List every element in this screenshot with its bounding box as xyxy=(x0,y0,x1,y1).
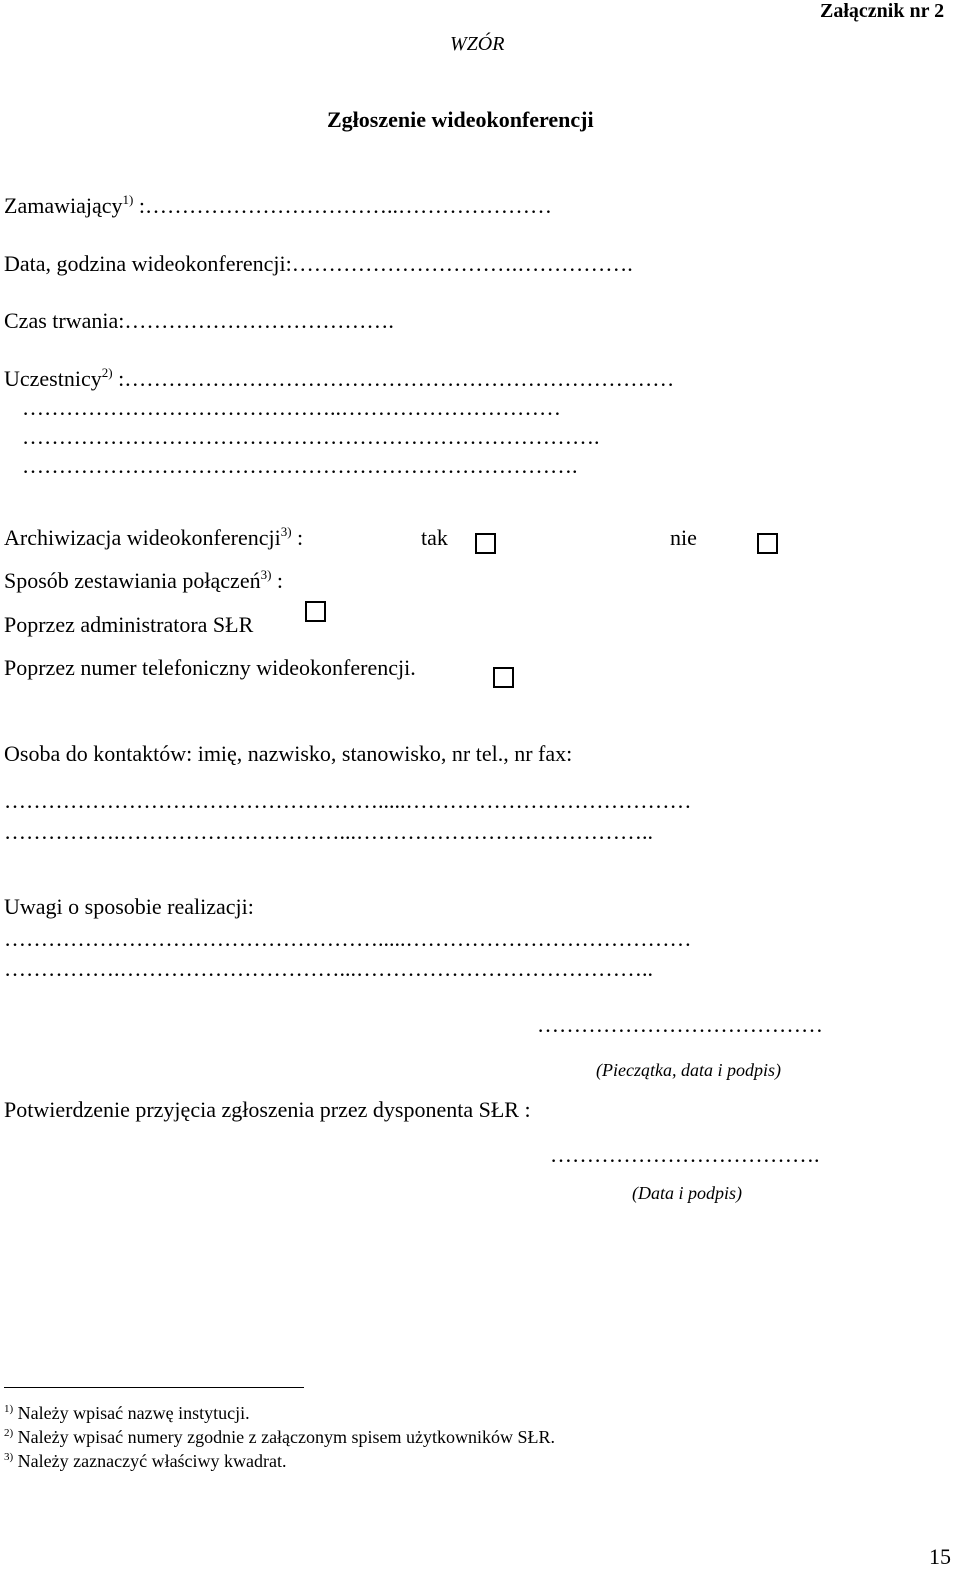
footnote-separator xyxy=(4,1387,304,1388)
contact-dots-1[interactable]: …………………………………………….....………………………………… xyxy=(4,788,692,813)
footnote-3-text: Należy zaznaczyć właściwy kwadrat. xyxy=(13,1451,287,1471)
connection-colon: : xyxy=(271,568,284,593)
remarks-label: Uwagi o sposobie realizacji: xyxy=(4,894,254,919)
contact-label: Osoba do kontaktów: imię, nazwisko, stanowisko, nr tel., nr fax: xyxy=(4,741,573,766)
footnote-3-number: 3) xyxy=(4,1451,14,1463)
ordering-party-field xyxy=(4,193,552,219)
participants-dots-4[interactable]: …………………………………………………………………. xyxy=(22,453,578,478)
footnote-3 xyxy=(4,1451,287,1472)
confirmation-caption: (Data i podpis) xyxy=(632,1183,742,1203)
duration-field xyxy=(4,308,394,334)
archiving-colon: : xyxy=(291,525,304,550)
archiving-yes-label: tak xyxy=(421,525,448,550)
template-label: WZÓR xyxy=(450,33,505,55)
connection-phone-checkbox[interactable] xyxy=(493,667,514,688)
participants-colon: : xyxy=(112,366,125,391)
signature-caption: (Pieczątka, data i podpis) xyxy=(596,1060,781,1080)
archiving-no-label: nie xyxy=(670,525,697,550)
datetime-dots[interactable]: ………………………….……………. xyxy=(291,251,633,276)
attachment-label: Załącznik nr 2 xyxy=(820,0,945,22)
contact-dots-2[interactable]: …………….…………………………...………………………………….. xyxy=(4,819,653,844)
participants-field xyxy=(4,366,674,392)
remarks-dots-1[interactable]: …………………………………………….....………………………………… xyxy=(4,926,692,951)
datetime-label: Data, godzina wideokonferencji: xyxy=(4,251,292,276)
participants-label: Uczestnicy xyxy=(4,366,102,391)
archiving-no-checkbox[interactable] xyxy=(757,533,778,554)
page-title: Zgłoszenie wideokonferencji xyxy=(327,107,594,132)
archiving-yes-checkbox[interactable] xyxy=(475,533,496,554)
footnote-1-number: 1) xyxy=(4,1403,14,1415)
footnote-ref-3: 3) xyxy=(280,524,292,539)
ordering-party-colon: : xyxy=(133,193,145,218)
signature-dots[interactable]: ………………………………… xyxy=(537,1012,823,1037)
participants-dots-3[interactable]: ……………………………………………………………………. xyxy=(22,424,600,449)
connection-admin-checkbox[interactable] xyxy=(305,601,326,622)
footnote-ref-1: 1) xyxy=(122,192,134,207)
ordering-party-label: Zamawiający xyxy=(4,193,123,218)
participants-dots-2[interactable]: ……………………………………..………………………… xyxy=(22,395,561,420)
footnote-ref-2: 2) xyxy=(101,365,113,380)
connection-phone-label: Poprzez numer telefoniczny wideokonferencji. xyxy=(4,655,416,680)
footnote-2-number: 2) xyxy=(4,1427,14,1439)
footnote-2-text: Należy wpisać numery zgodnie z załączonym spisem użytkowników SŁR. xyxy=(13,1427,556,1447)
datetime-field xyxy=(4,251,633,277)
connection-label: Sposób zestawiania połączeń xyxy=(4,568,261,593)
footnote-1-text: Należy wpisać nazwę instytucji. xyxy=(13,1403,250,1423)
footnote-2 xyxy=(4,1427,555,1448)
remarks-dots-2[interactable]: …………….…………………………...………………………………….. xyxy=(4,956,653,981)
confirmation-dots[interactable]: ………………………………. xyxy=(550,1142,820,1167)
confirmation-label: Potwierdzenie przyjęcia zgłoszenia przez dysponenta SŁR : xyxy=(4,1097,531,1122)
footnote-ref-3b: 3) xyxy=(260,567,272,582)
archiving-field xyxy=(4,525,303,551)
connection-admin-label: Poprzez administratora SŁR xyxy=(4,612,254,637)
archiving-label: Archiwizacja wideokonferencji xyxy=(4,525,281,550)
footnote-1 xyxy=(4,1403,250,1424)
page-number: 15 xyxy=(929,1544,951,1569)
connection-field xyxy=(4,568,283,594)
ordering-party-dots[interactable]: ……………………………..………………… xyxy=(144,193,552,218)
duration-dots[interactable]: ………………………………. xyxy=(124,308,394,333)
duration-label: Czas trwania: xyxy=(4,308,125,333)
participants-dots-1[interactable]: ………………………………………………………………… xyxy=(124,366,675,391)
